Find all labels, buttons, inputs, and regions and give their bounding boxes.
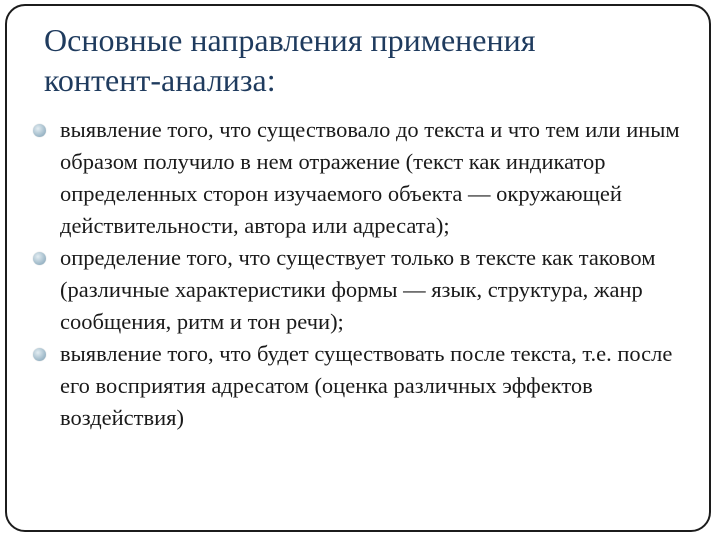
bullet-text: выявление того, что существовало до текста и что тем или иным образом получило в нем отражение (текст как индикатор определенных сторон изучаемого объекта — окружающей действительности, автора или адресата); [60, 117, 680, 238]
bullet-item-in-text [24, 242, 684, 338]
bullet-dot-icon [33, 348, 46, 361]
slide-title-line-2: контент-анализа: [44, 62, 276, 98]
slide-title-line-1: Основные направления применения [44, 22, 536, 58]
bullet-text: определение того, что существует только в тексте как таковом (различные характеристики формы — язык, структура, жанр сообщения, ритм и тон речи); [60, 245, 656, 334]
slide-title [44, 20, 684, 100]
bullet-item-after-text [24, 338, 684, 434]
bullet-text: выявление того, что будет существовать после текста, т.е. после его восприятия адресатом (оценка различных эффектов воздействия) [60, 341, 673, 430]
bullet-list [24, 114, 684, 434]
bullet-dot-icon [33, 252, 46, 265]
bullet-item-before-text [24, 114, 684, 242]
bullet-dot-icon [33, 124, 46, 137]
